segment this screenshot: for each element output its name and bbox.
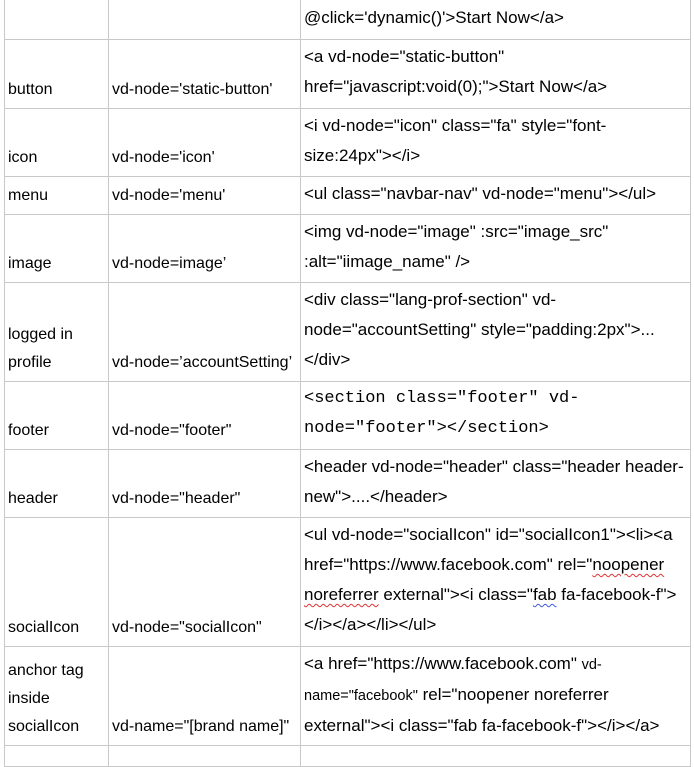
row-node: vd-node='static-button'	[112, 81, 273, 98]
row-node: vd-node='menu'	[112, 187, 226, 204]
row-label	[5, 31, 108, 39]
row-label: button	[8, 81, 53, 98]
code-cell	[301, 215, 691, 283]
spellcheck-flagged-text: fab	[532, 585, 557, 604]
node-cell	[109, 177, 301, 215]
row-node: vd-node="header"	[112, 490, 241, 507]
code-text-small: vd-name="facebook"	[304, 657, 602, 704]
code-cell	[301, 40, 691, 109]
node-cell	[109, 746, 301, 767]
node-cell	[109, 215, 301, 283]
row-code: <i vd-node="icon" class="fa" style="font-size:24px"></i>	[304, 116, 607, 165]
code-cell	[301, 518, 691, 647]
label-cell	[5, 647, 109, 746]
node-cell	[109, 518, 301, 647]
code-cell	[301, 0, 691, 40]
code-cell	[301, 450, 691, 518]
label-cell	[5, 450, 109, 518]
code-text: external"><i class="	[378, 585, 533, 604]
row-code: <img vd-node="image" :src="image_src" :alt="iimage_name" />	[304, 222, 609, 271]
table-row	[5, 382, 691, 450]
node-cell	[109, 0, 301, 40]
node-cell	[109, 382, 301, 450]
row-code: <header vd-node="header" class="header header-new">....</header>	[304, 457, 684, 506]
table-row	[5, 283, 691, 382]
label-cell	[5, 215, 109, 283]
node-cell	[109, 109, 301, 177]
label-cell	[5, 283, 109, 382]
code-cell	[301, 177, 691, 215]
table-row	[5, 40, 691, 109]
row-code: @click='dynamic()'>Start Now</a>	[304, 8, 564, 27]
row-node: vd-node="footer"	[112, 422, 232, 439]
code-text: <ul vd-node="socialIcon" id="socialIcon1"><li><a href="https://www.facebook.com" rel="	[304, 525, 673, 574]
code-cell	[301, 283, 691, 382]
row-node: vd-node="socialIcon"	[112, 619, 262, 636]
code-cell	[301, 746, 691, 767]
table-row	[5, 109, 691, 177]
code-text: fa-facebook-f"></i></a></li></ul>	[304, 585, 677, 634]
table-row	[5, 0, 691, 40]
row-node	[109, 31, 300, 39]
table-row	[5, 647, 691, 746]
node-cell	[109, 40, 301, 109]
code-cell	[301, 647, 691, 746]
row-code	[301, 518, 690, 644]
code-cell	[301, 109, 691, 177]
row-code: <div class="lang-prof-section" vd-node="accountSetting" style="padding:2px">...</div>	[304, 290, 655, 369]
row-node: vd-node=image’	[112, 255, 227, 272]
node-cell	[109, 647, 301, 746]
node-cell	[109, 283, 301, 382]
row-label: logged in profile	[8, 326, 73, 371]
row-node: vd-node=’accountSetting’	[112, 354, 293, 371]
code-text: rel="noopener noreferrer external"><i class="fab fa-facebook-f"></i></a>	[304, 685, 660, 735]
vd-node-reference-table	[4, 0, 691, 767]
table-row	[5, 746, 691, 767]
code-text: <a href="https://www.facebook.com"	[304, 654, 582, 673]
row-label: socialIcon	[8, 619, 80, 636]
label-cell	[5, 0, 109, 40]
row-label: anchor tag inside socialIcon	[8, 662, 84, 735]
row-label: image	[8, 255, 52, 272]
label-cell	[5, 109, 109, 177]
table-row	[5, 450, 691, 518]
row-node: vd-node='icon'	[112, 149, 215, 166]
code-cell	[301, 382, 691, 450]
row-label: icon	[8, 149, 38, 166]
row-label: menu	[8, 187, 49, 204]
label-cell	[5, 40, 109, 109]
label-cell	[5, 746, 109, 767]
row-code: <section class="footer" vd-node="footer"></section>	[304, 389, 580, 438]
table-row	[5, 518, 691, 647]
row-node: vd-name="[brand name]"	[112, 718, 290, 735]
spellcheck-flagged-text: noopener noreferrer	[304, 555, 665, 604]
row-code	[301, 647, 690, 745]
row-code: <a vd-node="static-button" href="javascript:void(0);">Start Now</a>	[304, 47, 608, 96]
node-cell	[109, 450, 301, 518]
row-label: header	[8, 490, 58, 507]
row-label: footer	[8, 422, 49, 439]
table-row	[5, 177, 691, 215]
row-code: <ul class="navbar-nav" vd-node="menu"></ul>	[304, 184, 657, 203]
label-cell	[5, 177, 109, 215]
table-row	[5, 215, 691, 283]
label-cell	[5, 518, 109, 647]
label-cell	[5, 382, 109, 450]
